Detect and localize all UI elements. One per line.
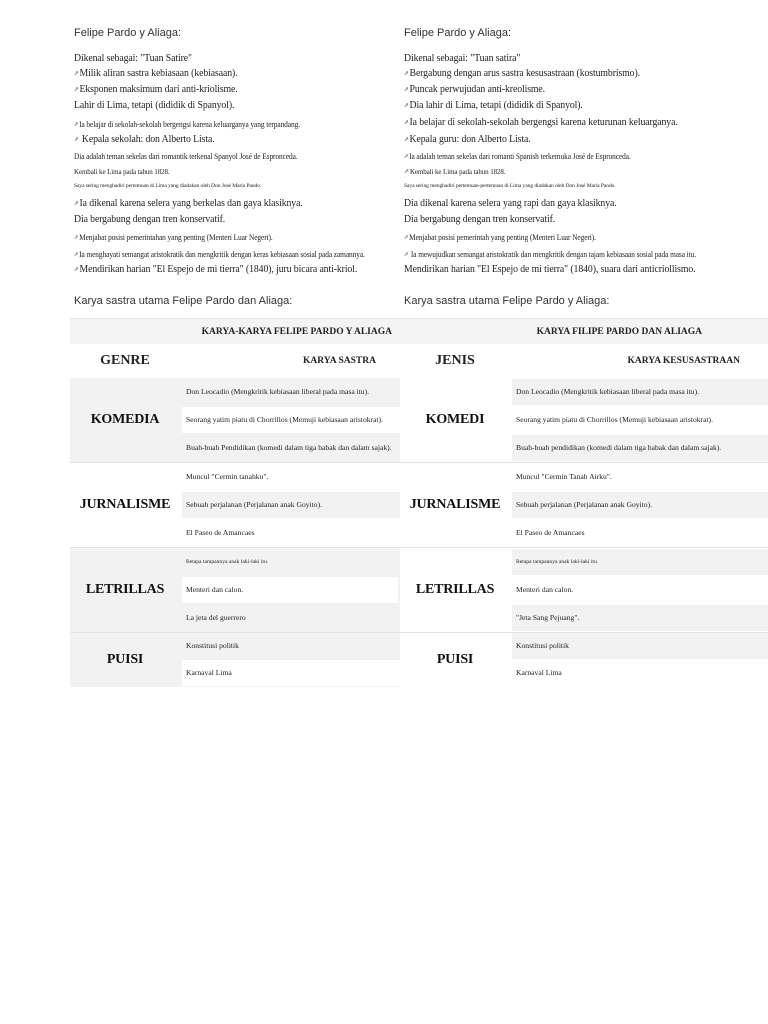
left-line-13: ⇗Ia menghayati semangat aristokratik dan mengkritik dengan keras kebiasaan sosial pada zamannya.	[74, 249, 365, 259]
table-cell: El Paseo de Amancaes	[182, 520, 404, 546]
right-line-4: ⇗Dia lahir di Lima, tetapi (dididik di Spanyol).	[404, 100, 583, 111]
bullet-arrow-icon: ⇗	[404, 71, 409, 77]
bullet-arrow-icon: ⇗	[74, 122, 79, 128]
right-line-1: Dikenal sebagai: "Tuan satira"	[404, 53, 521, 64]
table-cell: Menteri dan calon.	[512, 577, 768, 603]
bullet-arrow-icon: ⇗	[74, 137, 79, 143]
group-komedia	[70, 378, 404, 462]
header-genre: JENIS	[435, 353, 475, 368]
group-label: LETRILLAS	[85, 582, 165, 597]
table-cell: Sebuah perjalanan (Perjalanan anak Goyito).	[182, 492, 404, 518]
group-puisi	[400, 633, 768, 687]
right-line-2: ⇗Bergabung dengan arus sastra kesusastraan (kostumbrismo).	[404, 68, 640, 79]
header-works: KARYA KESUSASTRAAN	[627, 356, 740, 366]
bullet-arrow-icon: ⇗	[404, 252, 409, 258]
table-title: KARYA-KARYA FELIPE PARDO Y ALIAGA	[70, 318, 404, 345]
group-komedi	[400, 378, 768, 462]
bullet-arrow-icon: ⇗	[404, 137, 409, 143]
bullet-arrow-icon: ⇗	[404, 169, 409, 175]
header-works: KARYA SASTRA	[303, 356, 376, 366]
table-cell: Don Leocadio (Mengkritik kebiasaan liberal pada masa itu).	[182, 379, 404, 405]
right-line-8: ⇗Kembali ke Lima pada tahun 1828.	[404, 168, 506, 176]
left-line-14: ⇗Mendirikan harian "El Espejo de mi tierra" (1840), juru bicara anti-kriol.	[74, 264, 358, 275]
left-works-header: Karya sastra utama Felipe Pardo dan Aliaga:	[74, 295, 293, 307]
bullet-arrow-icon: ⇗	[74, 71, 79, 77]
right-line-10: Dia dikenal karena selera yang rapi dan gaya klasiknya.	[404, 198, 617, 209]
table-cell: Betapa tampannya anak laki-laki itu.	[512, 549, 768, 575]
group-jurnalisme	[400, 463, 768, 547]
right-line-7: ⇗Ia adalah teman sekelas dari romanti Spanish terkemuka José de Espronceda.	[404, 151, 631, 161]
table-cell: La jeta del guerrero	[182, 605, 404, 631]
table-cell: Muncul "Cermin Tanah Airku".	[512, 464, 768, 490]
bullet-arrow-icon: ⇗	[74, 235, 79, 241]
bullet-arrow-icon: ⇗	[74, 201, 79, 207]
right-works-header: Karya sastra utama Felipe Pardo y Aliaga:	[404, 295, 610, 307]
table-cell: "Jeta Sang Pejuang".	[512, 605, 768, 631]
group-label: JURNALISME	[409, 497, 501, 512]
left-line-4: Lahir di Lima, tetapi (dididik di Spanyol).	[74, 100, 235, 111]
left-line-2: ⇗Milik aliran sastra kebiasaan (kebiasaan).	[74, 68, 238, 79]
left-header: Felipe Pardo y Aliaga:	[74, 27, 182, 39]
group-letrillas	[400, 548, 768, 632]
right-line-12: ⇗Menjabat posisi pemerintah yang penting (Menteri Luar Negeri).	[404, 232, 596, 242]
group-puisi	[70, 633, 404, 687]
table-cell: Menteri dan calon.	[182, 577, 398, 603]
left-line-1: Dikenal sebagai: "Tuan Satire"	[74, 53, 192, 64]
left-line-3: ⇗Eksponen maksimum dari anti-kriolisme.	[74, 84, 238, 95]
group-label: KOMEDI	[425, 412, 485, 427]
bullet-arrow-icon: ⇗	[404, 103, 409, 109]
table-cell: Don Leocadio (Mengkritik kebiasaan liberal pada masa itu).	[512, 379, 768, 405]
group-label: LETRILLAS	[415, 582, 495, 597]
left-line-9: Saya sering menghadiri pertemuan di Lima yang diadakan oleh Don José María Pando.	[74, 183, 262, 189]
table-title: KARYA FILIPE PARDO DAN ALIAGA	[400, 318, 768, 345]
table-cell: Konstitusi politik	[182, 633, 404, 659]
bullet-arrow-icon: ⇗	[404, 235, 409, 241]
bullet-arrow-icon: ⇗	[404, 87, 409, 93]
group-label: JURNALISME	[79, 497, 171, 512]
left-line-5: ⇗Ia belajar di sekolah-sekolah bergengsi karena keluarganya yang terpandang.	[74, 119, 300, 129]
header-genre: GENRE	[100, 353, 150, 368]
table-cell: Seorang yatim piatu di Chorrillos (Memuji kebiasaan aristokrat).	[182, 407, 404, 433]
bullet-arrow-icon: ⇗	[74, 267, 79, 273]
group-label: PUISI	[106, 652, 144, 667]
group-label: KOMEDIA	[90, 412, 160, 427]
right-line-5: ⇗Ia belajar di sekolah-sekolah bergengsi karena keturunan keluarganya.	[404, 117, 678, 128]
table-header-row	[400, 344, 768, 378]
left-line-7: Dia adalah teman sekelas dari romantik terkenal Spanyol José de Espronceda.	[74, 151, 298, 161]
left-line-10: ⇗Ia dikenal karena selera yang berkelas dan gaya klasiknya.	[74, 198, 303, 209]
right-header: Felipe Pardo y Aliaga:	[404, 27, 512, 39]
bullet-arrow-icon: ⇗	[404, 120, 409, 126]
table-cell: Sebuah perjalanan (Perjalanan anak Goyito).	[512, 492, 768, 518]
table-cell: Karnaval Lima	[512, 660, 768, 686]
right-line-11: Dia bergabung dengan tren konservatif.	[404, 214, 556, 225]
bullet-arrow-icon: ⇗	[74, 252, 79, 258]
table-cell: Betapa tampannya anak laki-laki itu.	[182, 549, 404, 575]
table-header-row	[70, 344, 404, 378]
right-line-13: ⇗ Ia mewujudkan semangat aristokratik dan mengkritik dengan tajam kebiasaan sosial pada masa itu.	[404, 249, 696, 259]
left-line-8: Kembali ke Lima pada tahun 1828.	[74, 168, 170, 176]
left-line-6: ⇗ Kepala sekolah: don Alberto Lista.	[74, 134, 215, 145]
table-cell: Buah-buah pendidikan (komedi dalam tiga babak dan dalam sajak).	[512, 435, 768, 461]
table-cell: Seorang yatim piatu di Chorrillos (Memuji kebiasaan aristokrat).	[512, 407, 768, 433]
bullet-arrow-icon: ⇗	[404, 154, 409, 160]
right-line-9: Saya sering menghadiri pertemuan-pertemuan di Lima yang diadakan oleh Don José María Pando.	[404, 183, 616, 189]
group-jurnalisme	[70, 463, 404, 547]
bullet-arrow-icon: ⇗	[74, 87, 79, 93]
left-line-11: Dia bergabung dengan tren konservatif.	[74, 214, 226, 225]
table-cell: El Paseo de Amancaes	[512, 520, 768, 546]
right-line-3: ⇗Puncak perwujudan anti-kreolisme.	[404, 84, 546, 95]
table-cell: Karnaval Lima	[182, 660, 404, 686]
table-cell: Muncul "Cermin tanahku".	[182, 464, 404, 490]
right-line-14: Mendirikan harian "El Espejo de mi tierra" (1840), suara dari anticriollismo.	[404, 264, 696, 275]
left-line-12: ⇗Menjabat posisi pemerintahan yang penting (Menteri Luar Negeri).	[74, 232, 273, 242]
table-cell: Konstitusi politik	[512, 633, 768, 659]
group-letrillas	[70, 548, 404, 632]
right-line-6: ⇗Kepala guru: don Alberto Lista.	[404, 134, 531, 145]
group-label: PUISI	[436, 652, 474, 667]
table-cell: Buah-buah Pendidikan (komedi dalam tiga babak dan dalam sajak).	[182, 435, 404, 461]
